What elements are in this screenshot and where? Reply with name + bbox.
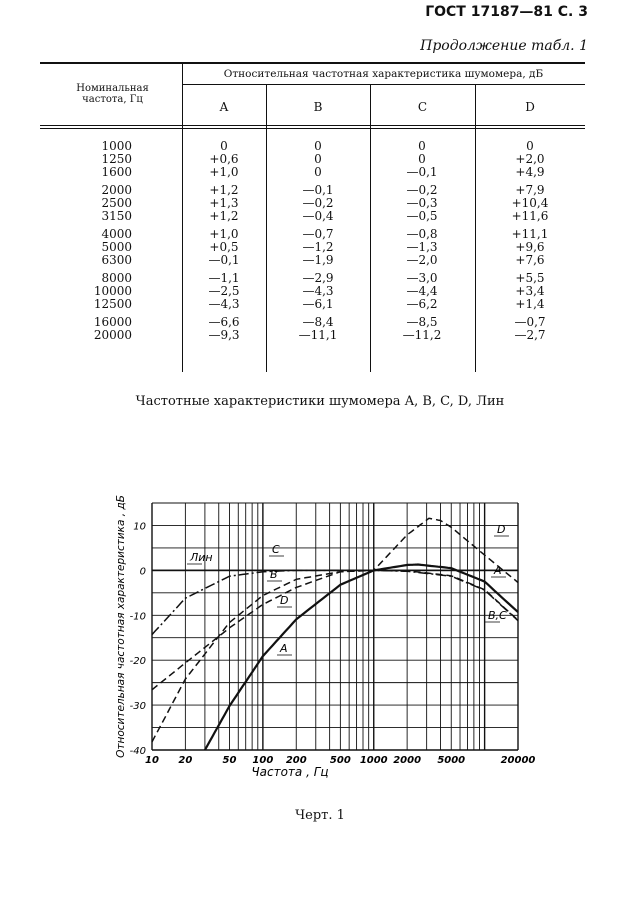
x-axis-label: Частота , Гц: [251, 765, 329, 779]
table-cell-b: —0,2: [302, 196, 334, 210]
table-cell-b: 0: [314, 152, 322, 166]
x-tick-label: 100: [252, 755, 274, 766]
table-cell-c: 0: [418, 139, 426, 153]
table-cell-c: —0,2: [406, 183, 438, 197]
curve-annotation: B,C: [488, 609, 507, 622]
x-tick-label: 500: [329, 755, 351, 766]
x-tick-label: 20: [178, 755, 193, 766]
table-cell-c: —11,2: [402, 328, 442, 342]
table-cell-d: —0,7: [514, 315, 546, 329]
table-cell-b: —11,1: [298, 328, 338, 342]
table-cell-d: +7,9: [515, 183, 545, 197]
y-tick-label: -40: [129, 746, 146, 757]
table-cell-b: —2,9: [302, 271, 334, 285]
table-cell-a: —6,6: [208, 315, 240, 329]
table-cell-b: —1,9: [302, 253, 334, 267]
y-tick-label: 0: [139, 566, 146, 578]
curve-annotation: Лин: [190, 551, 213, 564]
table-cell-b: 0: [314, 139, 322, 153]
table-cell-a: +1,2: [209, 209, 239, 223]
table-cell-a: +0,5: [209, 240, 239, 254]
table-cell-d: +5,5: [515, 271, 545, 285]
standard-header: ГОСТ 17187—81 С. 3: [425, 4, 588, 20]
group-header: Относительная частотная характеристика шумомера, дБ: [223, 68, 544, 80]
table-cell-c: —8,5: [406, 315, 438, 329]
x-tick-label: 200: [285, 755, 307, 766]
table-cell-a: —9,3: [208, 328, 240, 342]
series-line-d: [152, 518, 518, 690]
table-cell-a: 0: [220, 139, 228, 153]
header-bottom-rule: [40, 128, 585, 129]
table-cell-c: —3,0: [406, 271, 438, 285]
table-cell-frequency: 1000: [101, 139, 132, 153]
curve-annotation: D: [280, 594, 289, 607]
curve-annotation: B: [270, 568, 278, 581]
table-cell-a: —1,1: [208, 271, 240, 285]
col-header-a: A: [219, 100, 229, 114]
table-cell-c: —0,5: [406, 209, 438, 223]
col-header-c: C: [417, 100, 428, 114]
table-cell-c: 0: [418, 152, 426, 166]
table-cell-frequency: 10000: [93, 284, 132, 298]
x-tick-label: 50: [222, 755, 237, 766]
table-cell-frequency: 2500: [101, 196, 132, 210]
x-tick-label: 5000: [437, 755, 466, 766]
table-cell-c: —0,1: [406, 165, 438, 179]
table-cell-a: +1,0: [209, 227, 239, 241]
table-cell-frequency: 5000: [101, 240, 132, 254]
table-cell-d: +2,0: [515, 152, 545, 166]
figure-label: Черт. 1: [295, 808, 345, 823]
table-cell-b: —8,4: [302, 315, 334, 329]
table-cell-frequency: 20000: [93, 328, 132, 342]
table-cell-b: —0,4: [302, 209, 334, 223]
table-cell-frequency: 4000: [101, 227, 132, 241]
table-cell-a: +1,0: [209, 165, 239, 179]
curve-annotation: A: [280, 642, 288, 655]
table-cell-c: —6,2: [406, 297, 438, 311]
col-header-b: B: [313, 100, 323, 114]
col-header-d: D: [525, 100, 535, 114]
y-tick-label: 10: [133, 521, 146, 533]
table-cell-b: —0,1: [302, 183, 334, 197]
table-cell-d: +9,6: [515, 240, 545, 254]
table-cell-frequency: 6300: [101, 253, 132, 267]
table-cell-d: +3,4: [515, 284, 545, 298]
table-cell-frequency: 12500: [93, 297, 132, 311]
table-cell-c: —2,0: [406, 253, 438, 267]
table-cell-frequency: 8000: [101, 271, 132, 285]
curve-annotation: D: [497, 523, 506, 536]
table-cell-d: +10,4: [511, 196, 549, 210]
x-tick-label: 2000: [393, 755, 422, 766]
x-tick-label: 10: [145, 755, 159, 766]
table-cell-d: —2,7: [514, 328, 546, 342]
curve-annotation: C: [272, 543, 280, 556]
table-cell-frequency: 1600: [101, 165, 132, 179]
header-bottom-rule: [40, 125, 585, 126]
table-cell-c: —1,3: [406, 240, 438, 254]
x-tick-label: 20000: [500, 755, 536, 766]
table-cell-b: —1,2: [302, 240, 334, 254]
table-cell-d: +4,9: [515, 165, 545, 179]
header-divider: [182, 84, 585, 85]
table-cell-c: —0,8: [406, 227, 438, 241]
col-header-line: частота, Гц: [82, 94, 143, 105]
frequency-response-chart: [0, 480, 640, 790]
chart-caption: Частотные характеристики шумомера A, B, C, D, Лин: [135, 394, 505, 409]
y-tick-label: -10: [129, 611, 146, 623]
col-header-line: Номинальная: [76, 83, 149, 94]
curve-annotation: A: [494, 564, 502, 577]
y-tick-label: -20: [129, 656, 146, 668]
y-axis-label: Относительная частотная характеристика , дБ: [115, 495, 127, 758]
table-cell-a: —2,5: [208, 284, 240, 298]
table-cell-d: 0: [526, 139, 534, 153]
table-cell-b: 0: [314, 165, 322, 179]
table-cell-a: +1,3: [209, 196, 239, 210]
table-top-rule: [40, 62, 585, 64]
table-cell-d: +7,6: [515, 253, 545, 267]
table-cell-c: —0,3: [406, 196, 438, 210]
table-cell-frequency: 2000: [101, 183, 132, 197]
table-cell-b: —6,1: [302, 297, 334, 311]
series-line-b: [152, 570, 518, 742]
table-continuation-label: Продолжение табл. 1: [420, 38, 588, 54]
table-cell-c: —4,4: [406, 284, 438, 298]
table-cell-frequency: 3150: [101, 209, 132, 223]
table-cell-a: —4,3: [208, 297, 240, 311]
table-cell-b: —0,7: [302, 227, 334, 241]
table-cell-d: +1,4: [515, 297, 545, 311]
table-cell-d: +11,6: [511, 209, 549, 223]
table-cell-frequency: 1250: [101, 152, 132, 166]
table-cell-d: +11,1: [511, 227, 549, 241]
table-cell-b: —4,3: [302, 284, 334, 298]
table-cell-a: —0,1: [208, 253, 240, 267]
table-cell-a: +1,2: [209, 183, 239, 197]
table-cell-frequency: 16000: [93, 315, 132, 329]
x-tick-label: 1000: [359, 755, 388, 766]
y-tick-label: -30: [129, 701, 146, 713]
col-header-frequency: [50, 83, 175, 105]
table-cell-a: +0,6: [209, 152, 239, 166]
